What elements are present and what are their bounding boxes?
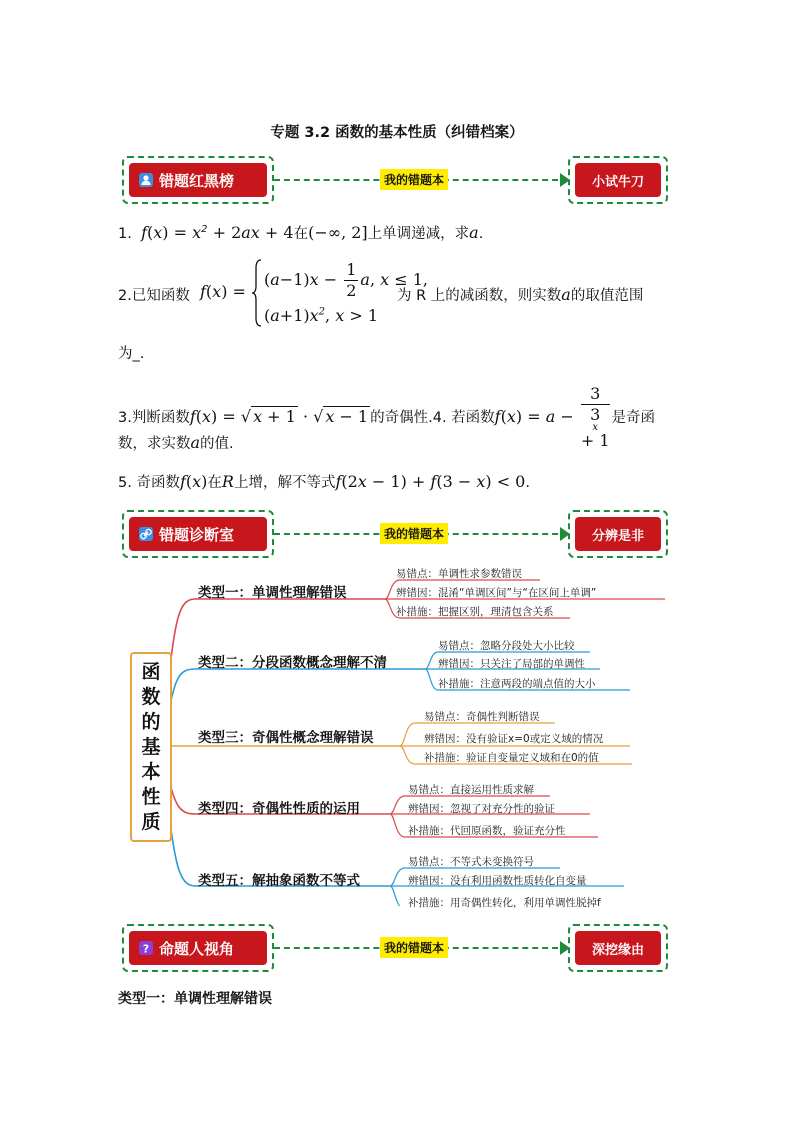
q5-inequality: f(2x − 1) + f(3 − x) < 0: [335, 472, 526, 491]
q5-R: R: [221, 472, 234, 491]
center-char: 质: [141, 810, 161, 833]
banner-right-label: 小试牛刀: [575, 163, 661, 197]
banner-left-box: [122, 156, 274, 204]
q5-mid: 在: [207, 475, 222, 491]
banner-middle-label: 我的错题本: [380, 937, 448, 958]
type-5-label: 类型五：解抽象函数不等式: [198, 873, 360, 889]
q1-var: a: [469, 223, 479, 242]
q4-line-2-b: 的值.: [200, 436, 234, 452]
mind-map: [120, 566, 680, 909]
type-5-leaf: 易错点：不等式未变换符号: [408, 856, 534, 868]
type-3-leaf: 补措施：验证自变量定义域和在0的值: [424, 752, 599, 764]
svg-text:?: ?: [142, 942, 150, 955]
q3-lead: 3.判断函数: [118, 410, 190, 426]
banner-left-label: 错题红黑榜: [159, 171, 235, 190]
link-icon: [139, 527, 153, 541]
center-char: 本: [141, 760, 161, 783]
banner-mistake-list: [122, 156, 668, 204]
q4-line-2: [118, 432, 234, 453]
q4-formula: f(x) = a − 3 3 x + 1: [494, 384, 610, 450]
section-heading: 类型一：单调性理解错误: [118, 991, 272, 1007]
banner-left-label: 错题诊断室: [159, 525, 235, 544]
q3-tail: 的奇偶性.4. 若函数: [370, 410, 495, 426]
q2-tail-text: 为 R 上的减函数，则实数: [397, 288, 562, 304]
type-4-leaf: 补措施：代回原函数，验证充分性: [408, 825, 566, 837]
q4-line-2-a: 数，求实数: [118, 436, 191, 452]
q1-interval: (−∞, 2]: [308, 223, 368, 242]
type-3-leaf: 易错点：奇偶性判断错误: [424, 711, 540, 723]
q1-number: 1.: [118, 226, 132, 242]
type-5-leaf: 辨错因：没有利用函数性质转化自变量: [408, 875, 587, 887]
q5-fx: f(x): [179, 472, 208, 491]
q2-tail: [397, 284, 643, 305]
left-brace-icon: [251, 258, 263, 328]
banner-left-box: [122, 510, 274, 558]
center-char: 基: [141, 735, 161, 758]
banner-middle-label: 我的错题本: [380, 169, 448, 190]
q5-end: .: [525, 475, 530, 491]
type-2-label: 类型二：分段函数概念理解不清: [198, 655, 387, 671]
q1-end: .: [478, 226, 484, 242]
question-icon: [139, 941, 153, 955]
q1-text-a: 在: [293, 226, 309, 242]
q1-formula: f: [141, 223, 147, 242]
type-3-label: 类型三：奇偶性概念理解错误: [198, 730, 374, 746]
banner-right-label: 深挖缘由: [575, 931, 661, 965]
banner-left-label: 命题人视角: [159, 939, 235, 958]
question-5: [118, 471, 530, 492]
q3-formula: f(x) = √ x + 1 · √ x − 1: [189, 407, 369, 426]
q5-lead: 5. 奇函数: [118, 475, 180, 491]
center-char: 性: [141, 785, 161, 808]
banner-right-box: [568, 156, 668, 204]
banner-right-label: 分辨是非: [575, 517, 661, 551]
q2-case-1: (a−1)x − $\frac{1}{2}$ a, x ≤ 1,: [264, 260, 429, 300]
q1-text-b: 上单调递减，求: [367, 226, 470, 242]
type-1-leaf: 辨错因：混淆“单调区间”与“在区间上单调”: [396, 587, 597, 599]
type-3-leaf: 辨错因：没有验证x=0或定义域的情况: [424, 733, 604, 745]
page-title: 专题 3.2 函数的基本性质（纠错档案）: [270, 125, 524, 141]
q2-function: f(x) =: [200, 282, 246, 301]
banner-left-box: [122, 924, 274, 972]
type-4-leaf: 易错点：直接运用性质求解: [408, 784, 534, 796]
type-4-leaf: 辨错因：忽视了对充分性的验证: [408, 803, 555, 815]
banner-right-box: [568, 924, 668, 972]
q4-var: a: [190, 433, 201, 452]
q2-case-2: $(a+1)x^2$, x > 1: [264, 306, 378, 325]
q2-lead: 2.已知函数: [118, 288, 190, 304]
type-4-label: 类型四：奇偶性性质的运用: [198, 801, 360, 817]
type-2-leaf: 辨错因：只关注了局部的单调性: [438, 658, 585, 670]
question-1: 1. $f(x) = x^2 + 2ax + 4$在(−∞, 2]上单调递减，求a.: [118, 223, 484, 242]
banner-middle-label: 我的错题本: [380, 523, 448, 544]
type-5-leaf: 补措施：用奇偶性转化，利用单调性脱掉f: [408, 897, 601, 909]
type-1-leaf: 易错点：单调性求参数错误: [396, 568, 522, 580]
banner-examiner-view: [122, 924, 668, 972]
q2-tail-text-2: 的取值范围: [570, 288, 644, 304]
type-2-leaf: 易错点：忽略分段处大小比较: [438, 640, 575, 652]
center-char: 数: [141, 685, 161, 708]
center-char: 函: [141, 660, 161, 683]
mind-map-center: [130, 652, 172, 842]
type-2-leaf: 补措施：注意两段的端点值的大小: [438, 678, 596, 690]
banner-right-box: [568, 510, 668, 558]
q5-mid-2: 上增，解不等式: [233, 475, 336, 491]
user-icon: [139, 173, 153, 187]
type-1-leaf: 补措施：把握区别，理清包含关系: [396, 606, 554, 618]
type-1-label: 类型一：单调性理解错误: [198, 585, 347, 601]
q2-var: a: [561, 285, 571, 304]
q2-line-2: 为_.: [118, 346, 145, 362]
center-char: 的: [141, 710, 161, 733]
banner-diagnosis: [122, 510, 668, 558]
q4-tail: 是奇函: [611, 410, 655, 426]
